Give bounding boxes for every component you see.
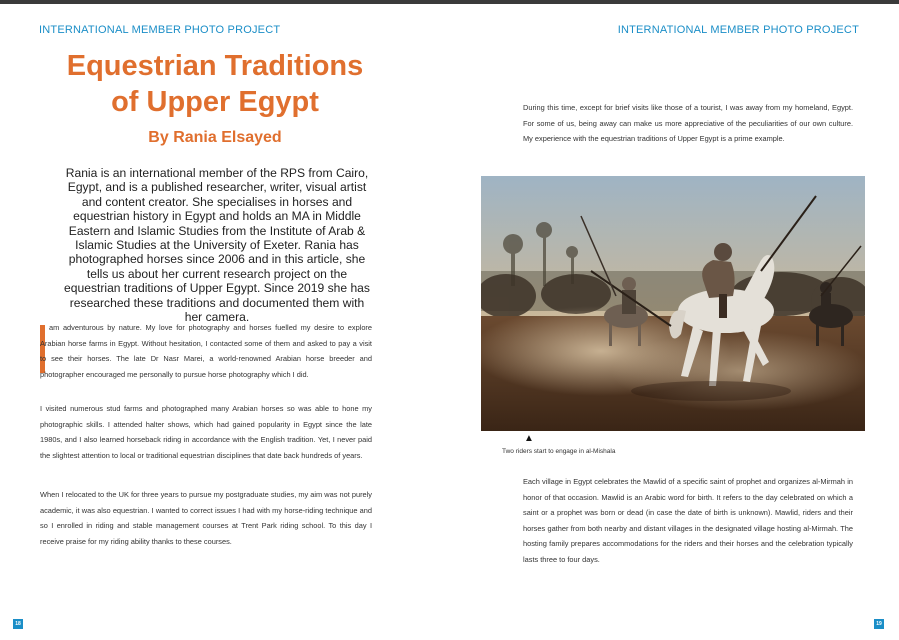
photo-illustration: [481, 176, 865, 431]
body-paragraph-1: [40, 320, 372, 382]
top-rule: [0, 0, 899, 4]
body-paragraph-3: When I relocated to the UK for three years to pursue my postgraduate studies, my aim was not purely academic, it was also equestrian. I wanted to correct issues I had with my horse-riding technique and so I enrolled in riding and stable management courses at Trent Park riding school. To this day I receive praise for my riding ability thanks to these courses.: [40, 490, 372, 546]
body-paragraph-2: I visited numerous stud farms and photographed many Arabian horses so was able to hone my photographic skills. I attended halter shows, which had gained popularity in Egypt since the late 1980s, and I also learned horseback riding in accordance with the English tradition. Yet, I never paid the slightest attention to local or traditional equestrian disciplines that date back hundreds of years.: [40, 404, 372, 460]
page-number-left: 18: [13, 619, 23, 629]
article-title: [40, 48, 390, 120]
right-paragraph-2: Each village in Egypt celebrates the Mawlid of a specific saint of prophet and organizes al-Mirmah in honor of that occasion. Mawlid is an Arabic word for birth. It refers to the day celebrated on which a saint or a prophet was born or dead (in case the date of birth is unknown). Mawlid, riders and their horses gather from both nearby and distant villages in the designated village hosting al-Mirmah. The hosting family prepares accommodations for the riders and their horses and the celebration typically lasts three to four days.: [523, 477, 853, 564]
body-paragraph-1-text: am adventurous by nature. My love for photography and horses fuelled my desire to explore Arabian horse farms in Egypt. Without hesitation, I contacted some of them and asked to pay a visit to see their horses. The late Dr Nasr Marei, a world-renowned Arabian horse breeder and photographer encouraged me personally to pursue horse photography which I did.: [40, 323, 372, 379]
running-head-left: INTERNATIONAL MEMBER PHOTO PROJECT: [39, 24, 281, 36]
right-paragraph-1: During this time, except for brief visits like those of a tourist, I was away from my homeland, Egypt. For some of us, being away can make us more appreciative of the peculiarities of our own culture. My experience with the equestrian traditions of Upper Egypt is a prime example.: [523, 103, 853, 143]
caption-marker: ▲: [524, 433, 534, 444]
page-number-right: 19: [874, 619, 884, 629]
intro-paragraph: Rania is an international member of the RPS from Cairo, Egypt, and is a published researcher, writer, visual artist and content creator. She specialises in horses and equestrian history in Egypt and holds an MA in Middle Eastern and Islamic Studies from the Institute of Arab & Islamic Studies at the University of Exeter. Rania has photographed horses since 2006 and in this article, she tells us about her current research project on the equestrian traditions of Upper Egypt. Since 2019 she has researched these traditions and documented them with her camera.: [64, 166, 370, 325]
byline: By Rania Elsayed: [148, 129, 282, 146]
title-line-2: of Upper Egypt: [111, 86, 319, 118]
title-line-1: Equestrian Traditions: [66, 50, 364, 82]
running-head-right: INTERNATIONAL MEMBER PHOTO PROJECT: [617, 24, 859, 36]
photo-caption: Two riders start to engage in al-Mishala: [502, 448, 616, 455]
riders-photo: [481, 176, 865, 431]
